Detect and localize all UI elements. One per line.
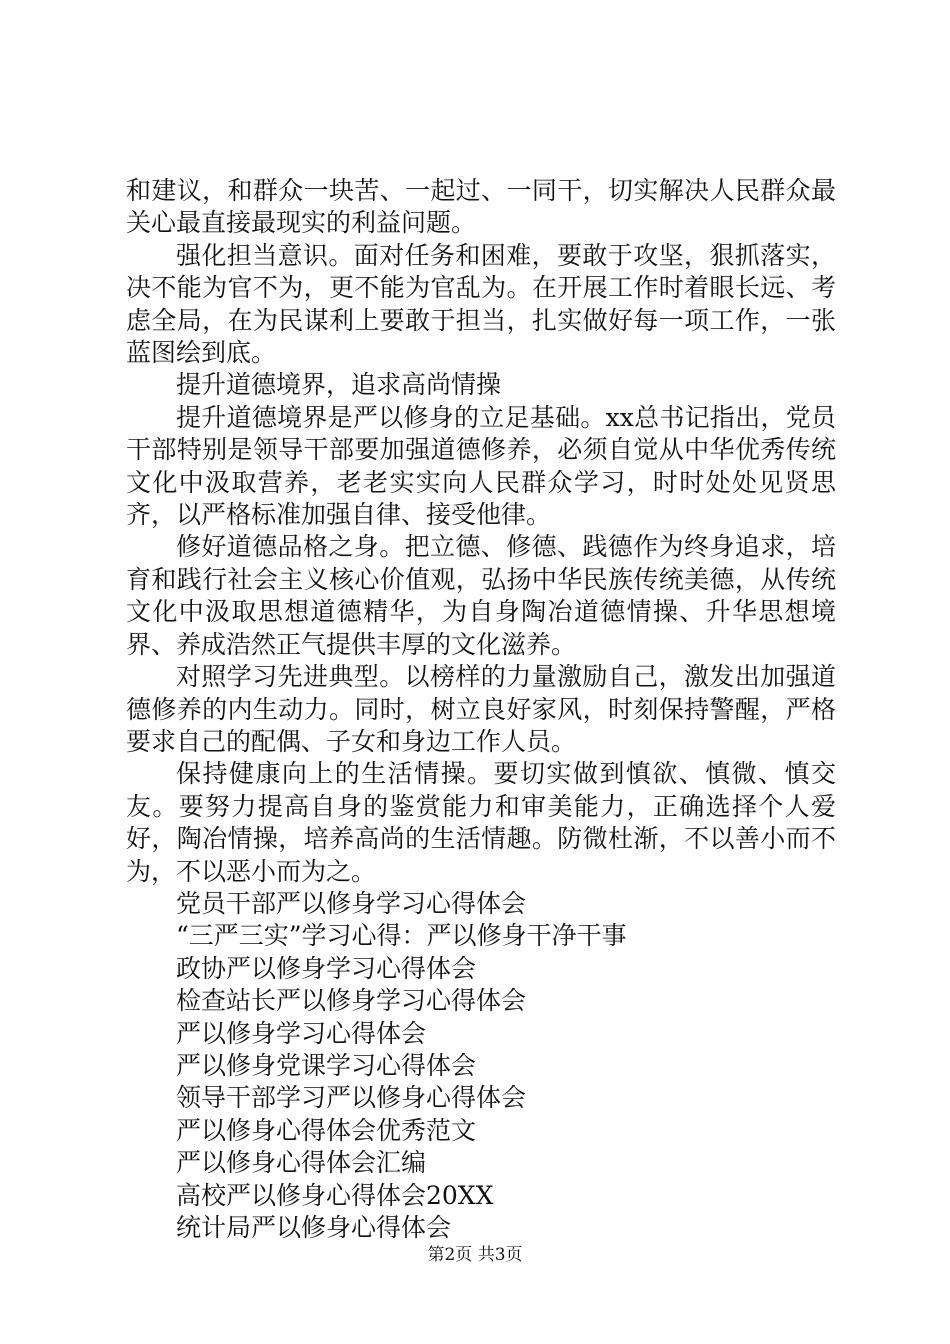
related-article-item[interactable]: 严以修身心得体会优秀范文 [176,1115,477,1145]
related-article-item[interactable]: 严以修身党课学习心得体会 [176,1050,477,1080]
related-article-item[interactable]: “三严三实”学习心得：严以修身干净干事 [176,921,627,951]
related-article-item[interactable]: 统计局严以修身心得体会 [176,1213,452,1242]
related-article-item[interactable]: 党员干部严以修身学习心得体会 [176,888,527,918]
document-body [126,175,836,1244]
paragraph-5: 对照学习先进典型。以榜样的力量激励自己，激发出加强道德修养的内生动力。同时，树立良好家风，时刻保持警醒，严格要求自己的配偶、子女和身边工作人员。 [126,662,836,756]
section-heading: 提升道德境界，追求高尚情操 [176,370,502,400]
paragraph-3: 提升道德境界是严以修身的立足基础。xx总书记指出，党员干部特别是领导干部要加强道德修养，必须自觉从中华优秀传统文化中汲取营养，老老实实向人民群众学习，时时处处见贤思齐，以严格标准加强自律、接受他律。 [126,402,836,530]
paragraph-2: 强化担当意识。面对任务和困难，要敢于攻坚，狠抓落实，决不能为官不为，更不能为官乱为。在开展工作时着眼长远、考虑全局，在为民谋利上要敢于担当，扎实做好每一项工作，一张蓝图绘到底。 [126,240,836,368]
related-article-item[interactable]: 高校严以修身心得体会20XX [176,1180,494,1210]
related-articles-list [126,888,836,1244]
related-article-item[interactable]: 检查站长严以修身学习心得体会 [176,986,527,1016]
paragraph-6: 保持健康向上的生活情操。要切实做到慎欲、慎微、慎交友。要努力提高自身的鉴赏能力和审美能力，正确选择个人爱好，陶冶情操，培养高尚的生活情趣。防微杜渐，不以善小而不为，不以恶小而为之。 [126,759,836,886]
related-article-item[interactable]: 政协严以修身学习心得体会 [176,953,477,983]
related-article-item[interactable]: 领导干部学习严以修身心得体会 [176,1083,527,1113]
paragraph-1: 和建议，和群众一块苦、一起过、一同干，切实解决人民群众最关心最直接最现实的利益问题。 [126,176,836,238]
related-article-item[interactable]: 严以修身心得体会汇编 [176,1148,427,1178]
paragraph-4: 修好道德品格之身。把立德、修德、践德作为终身追求，培育和践行社会主义核心价值观，弘扬中华民族传统美德，从传统文化中汲取思想道德精华，为自身陶冶道德情操、升华思想境界、养成浩然正气提供丰厚的文化滋养。 [126,532,836,659]
page-number-footer: 第2页 共3页 [427,1245,523,1265]
related-article-item[interactable]: 严以修身学习心得体会 [176,1018,427,1048]
